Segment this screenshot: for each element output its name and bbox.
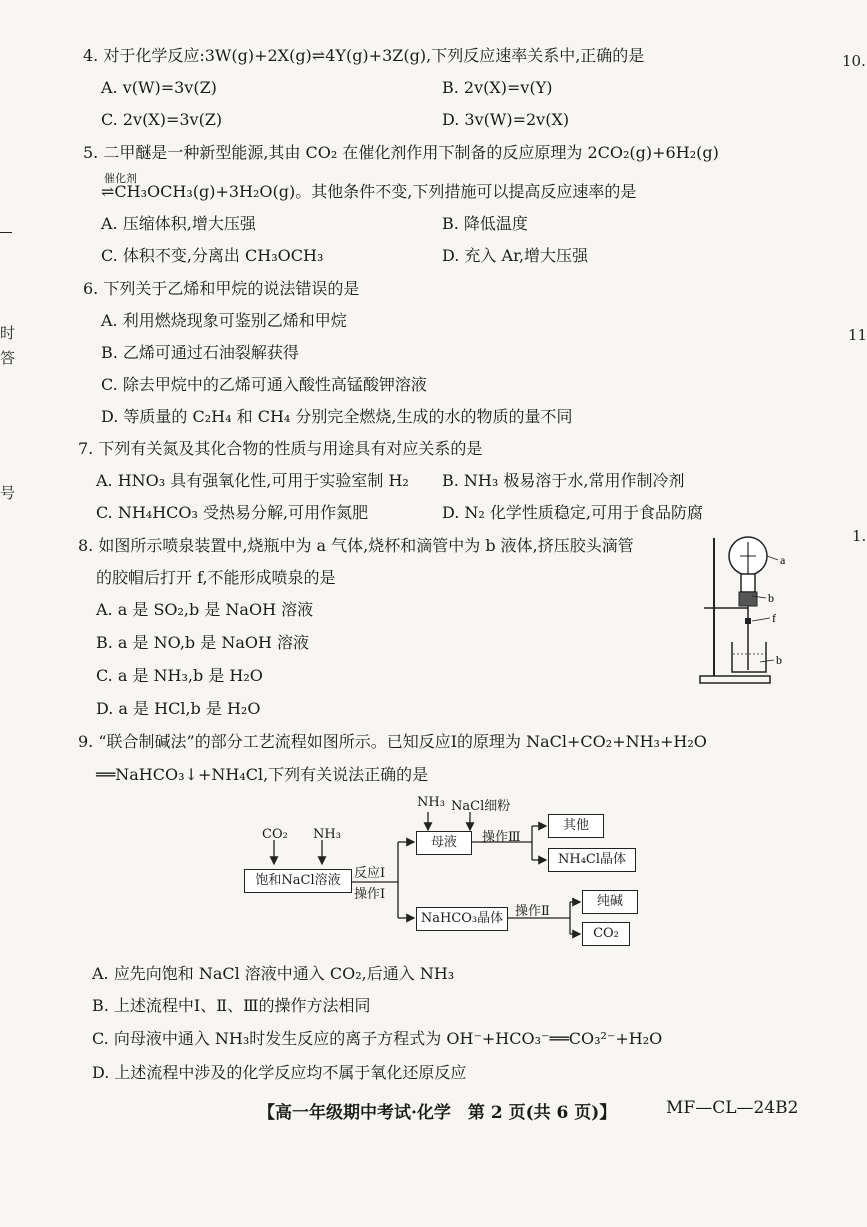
input-co2: CO₂ (262, 827, 288, 842)
input-nh3-top: NH₃ (417, 795, 445, 810)
label-b-beaker: b (776, 653, 782, 667)
q7-option-c: C. NH₄HCO₃ 受热易分解,可用作氮肥 (96, 503, 369, 522)
q5-option-a: A. 压缩体积,增大压强 (101, 214, 256, 233)
q7-option-d: D. N₂ 化学性质稳定,可用于食品防腐 (442, 503, 704, 522)
q7-option-b: B. NH₃ 极易溶于水,常用作制冷剂 (442, 471, 685, 490)
left-margin-char: 号 (0, 484, 16, 502)
q6-option-a: A. 利用燃烧现象可鉴别乙烯和甲烷 (101, 311, 347, 330)
label-operation-2: 操作Ⅱ (515, 904, 550, 919)
question-5-stem: 5. 二甲醚是一种新型能源,其由 CO₂ 在催化剂作用下制备的反应原理为 2CO₂(g)+6H₂(g) (83, 143, 719, 162)
box-nahco3-crystal: NaHCO₃晶体 (416, 907, 508, 931)
q9-option-b: B. 上述流程中Ⅰ、Ⅱ、Ⅲ的操作方法相同 (92, 996, 371, 1015)
label-operation-1: 操作Ⅰ (354, 887, 386, 902)
q5-option-c: C. 体积不变,分离出 CH₃OCH₃ (101, 246, 324, 265)
q4-option-d: D. 3v(W)=2v(X) (442, 110, 570, 129)
left-margin-char: 答 (0, 349, 16, 367)
question-8-stem-2: 的胶帽后打开 f,不能形成喷泉的是 (96, 568, 336, 587)
question-4-stem: 4. 对于化学反应:3W(g)+2X(g)⇌4Y(g)+3Z(g),下列反应速率关系中,正确的是 (83, 46, 645, 65)
q6-option-d: D. 等质量的 C₂H₄ 和 CH₄ 分别完全燃烧,生成的水的物质的量不同 (101, 407, 573, 426)
q9-option-c: C. 向母液中通入 NH₃时发生反应的离子方程式为 OH⁻+HCO₃⁻══CO₃²⁻+H₂O (92, 1029, 663, 1048)
input-nacl-powder: NaCl细粉 (451, 799, 511, 814)
label-b-dropper: b (768, 591, 774, 605)
box-co2-out: CO₂ (582, 922, 630, 946)
paper-code: MF—CL—24B2 (666, 1098, 799, 1118)
question-8-stem: 8. 如图所示喷泉装置中,烧瓶中为 a 气体,烧杯和滴管中为 b 液体,挤压胶头滴管 (78, 536, 634, 555)
question-6-stem: 6. 下列关于乙烯和甲烷的说法错误的是 (83, 279, 360, 298)
q5-option-d: D. 充入 Ar,增大压强 (442, 246, 589, 265)
side-mark-1: 1. (852, 527, 867, 545)
q6-option-b: B. 乙烯可通过石油裂解获得 (101, 343, 299, 362)
side-mark-10: 10. (842, 52, 866, 70)
box-other: 其他 (548, 814, 604, 838)
label-operation-3: 操作Ⅲ (482, 830, 521, 845)
q6-option-c: C. 除去甲烷中的乙烯可通入酸性高锰酸钾溶液 (101, 375, 427, 394)
input-nh3: NH₃ (313, 827, 341, 842)
q4-option-b: B. 2v(X)=v(Y) (442, 78, 553, 97)
q8-option-d: D. a 是 HCl,b 是 H₂O (96, 699, 261, 718)
q4-option-a: A. v(W)=3v(Z) (101, 78, 217, 97)
left-margin-char: 时 (0, 324, 16, 342)
label-f: f (772, 611, 776, 625)
box-nh4cl-crystal: NH₄Cl晶体 (548, 848, 636, 872)
q8-option-a: A. a 是 SO₂,b 是 NaOH 溶液 (96, 600, 314, 619)
question-7-stem: 7. 下列有关氮及其化合物的性质与用途具有对应关系的是 (78, 439, 483, 458)
box-saturated-nacl: 饱和NaCl溶液 (244, 869, 352, 893)
box-mother-liquor: 母液 (416, 831, 472, 855)
label-reaction-1: 反应Ⅰ (354, 866, 386, 881)
page-footer-title: 【高一年级期中考试·化学 第 2 页(共 6 页)】 (258, 1103, 617, 1123)
q8-option-c: C. a 是 NH₃,b 是 H₂O (96, 666, 263, 685)
catalyst-label: 催化剂 (104, 172, 137, 185)
question-9-stem-2: ══NaHCO₃↓+NH₄Cl,下列有关说法正确的是 (96, 765, 429, 784)
box-soda-ash: 纯碱 (582, 890, 638, 914)
q4-option-c: C. 2v(X)=3v(Z) (101, 110, 223, 129)
label-a: a (780, 553, 786, 567)
question-5-stem-2: ⇌CH₃OCH₃(g)+3H₂O(g)。其他条件不变,下列措施可以提高反应速率的是 (101, 182, 637, 201)
fountain-apparatus-figure (694, 530, 794, 688)
q7-option-a: A. HNO₃ 具有强氧化性,可用于实验室制 H₂ (96, 471, 409, 490)
q9-option-a: A. 应先向饱和 NaCl 溶液中通入 CO₂,后通入 NH₃ (92, 964, 455, 983)
question-9-stem: 9. “联合制碱法”的部分工艺流程如图所示。已知反应Ⅰ的原理为 NaCl+CO₂+NH₃+H₂O (78, 732, 707, 751)
q9-option-d: D. 上述流程中涉及的化学反应均不属于氧化还原反应 (92, 1063, 467, 1082)
q8-option-b: B. a 是 NO,b 是 NaOH 溶液 (96, 633, 310, 652)
side-mark-11: 11 (848, 326, 867, 344)
left-margin-dash (0, 232, 12, 233)
q5-option-b: B. 降低温度 (442, 214, 528, 233)
